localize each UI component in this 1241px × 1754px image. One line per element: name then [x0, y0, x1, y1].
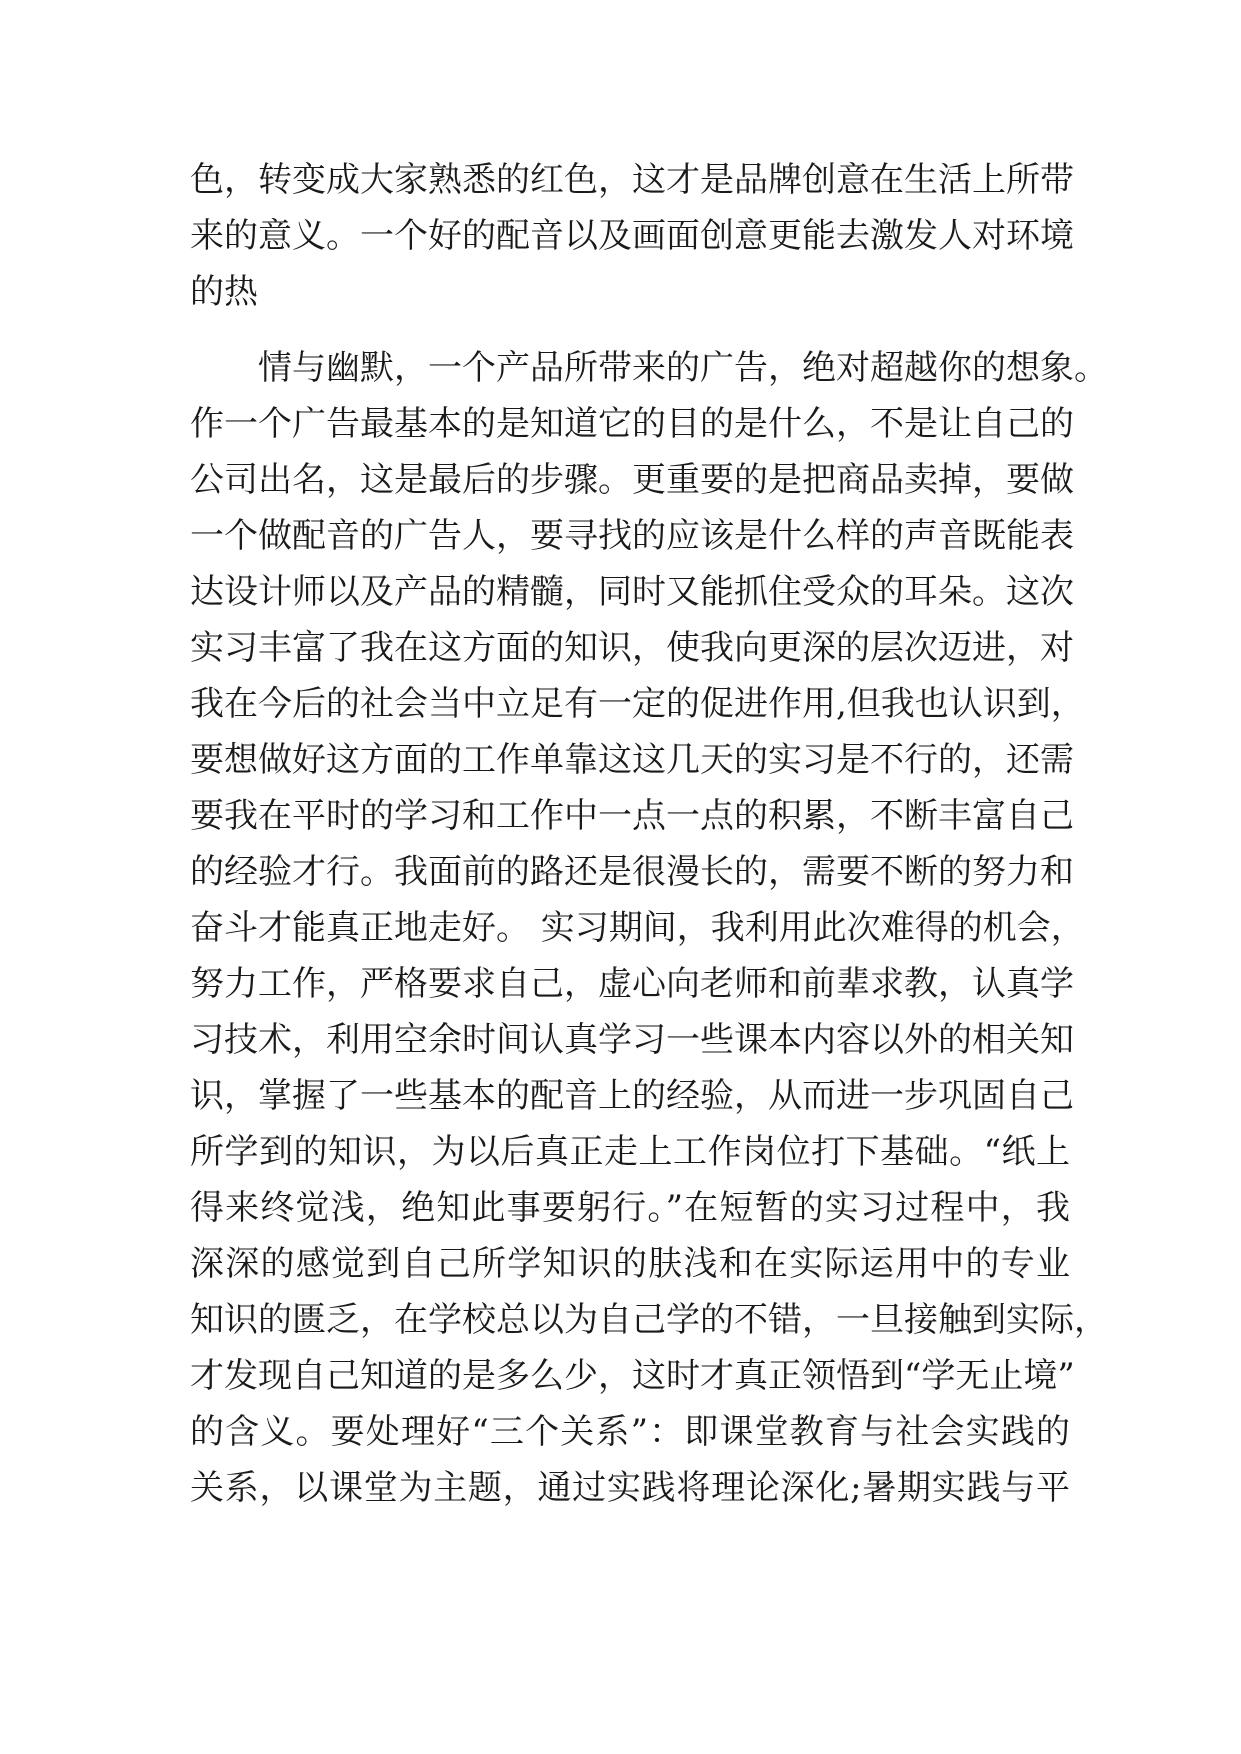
text-line: 习技术，利用空余时间认真学习一些课本内容以外的相关知: [190, 1020, 1074, 1060]
text-line: 识，掌握了一些基本的配音上的经验，从而进一步巩固自己: [190, 1076, 1074, 1116]
text-line: 的含义。要处理好“三个关系”：即课堂教育与社会实践的: [190, 1412, 1070, 1452]
text-line: 作一个广告最基本的是知道它的目的是什么，不是让自己的: [190, 404, 1074, 444]
text-line: 深深的感觉到自己所学知识的肤浅和在实际运用中的专业: [190, 1244, 1070, 1284]
text-line: 要想做好这方面的工作单靠这这几天的实习是不行的，还需: [190, 740, 1074, 780]
text-line: 我在今后的社会当中立足有一定的促进作用,但我也认识到，: [190, 684, 1085, 724]
text-line: 一个做配音的广告人，要寻找的应该是什么样的声音既能表: [190, 516, 1074, 556]
text-line: 来的意义。一个好的配音以及画面创意更能去激发人对环境: [190, 216, 1074, 256]
document-body: [190, 152, 1108, 1516]
text-line: 达设计师以及产品的精髓，同时又能抓住受众的耳朵。这次: [190, 572, 1074, 612]
text-line: 关系，以课堂为主题，通过实践将理论深化;暑期实践与平: [190, 1468, 1070, 1508]
text-line: 的经验才行。我面前的路还是很漫长的，需要不断的努力和: [190, 852, 1074, 892]
text-line: 实习丰富了我在这方面的知识，使我向更深的层次迈进，对: [190, 628, 1074, 668]
text-line: 要我在平时的学习和工作中一点一点的积累，不断丰富自己: [190, 796, 1074, 836]
paragraph-1: [190, 152, 1074, 320]
text-line: 所学到的知识，为以后真正走上工作岗位打下基础。“纸上: [190, 1132, 1070, 1172]
text-line: 色，转变成大家熟悉的红色，这才是品牌创意在生活上所带: [190, 160, 1074, 200]
text-line: 得来终觉浅，绝知此事要躬行。”在短暂的实习过程中，我: [190, 1188, 1070, 1228]
paragraph-2: [190, 340, 1108, 1516]
text-line: 的热: [190, 272, 258, 312]
text-line: 公司出名，这是最后的步骤。更重要的是把商品卖掉，要做: [190, 460, 1074, 500]
text-line: 才发现自己知道的是多么少，这时才真正领悟到“学无止境”: [190, 1356, 1075, 1396]
text-line: 知识的匮乏，在学校总以为自己学的不错，一旦接触到实际，: [190, 1300, 1108, 1340]
text-line: 奋斗才能真正地走好。 实习期间，我利用此次难得的机会，: [190, 908, 1085, 948]
text-line: 努力工作，严格要求自己，虚心向老师和前辈求教，认真学: [190, 964, 1074, 1004]
text-line: 情与幽默，一个产品所带来的广告，绝对超越你的想象。: [258, 348, 1108, 388]
